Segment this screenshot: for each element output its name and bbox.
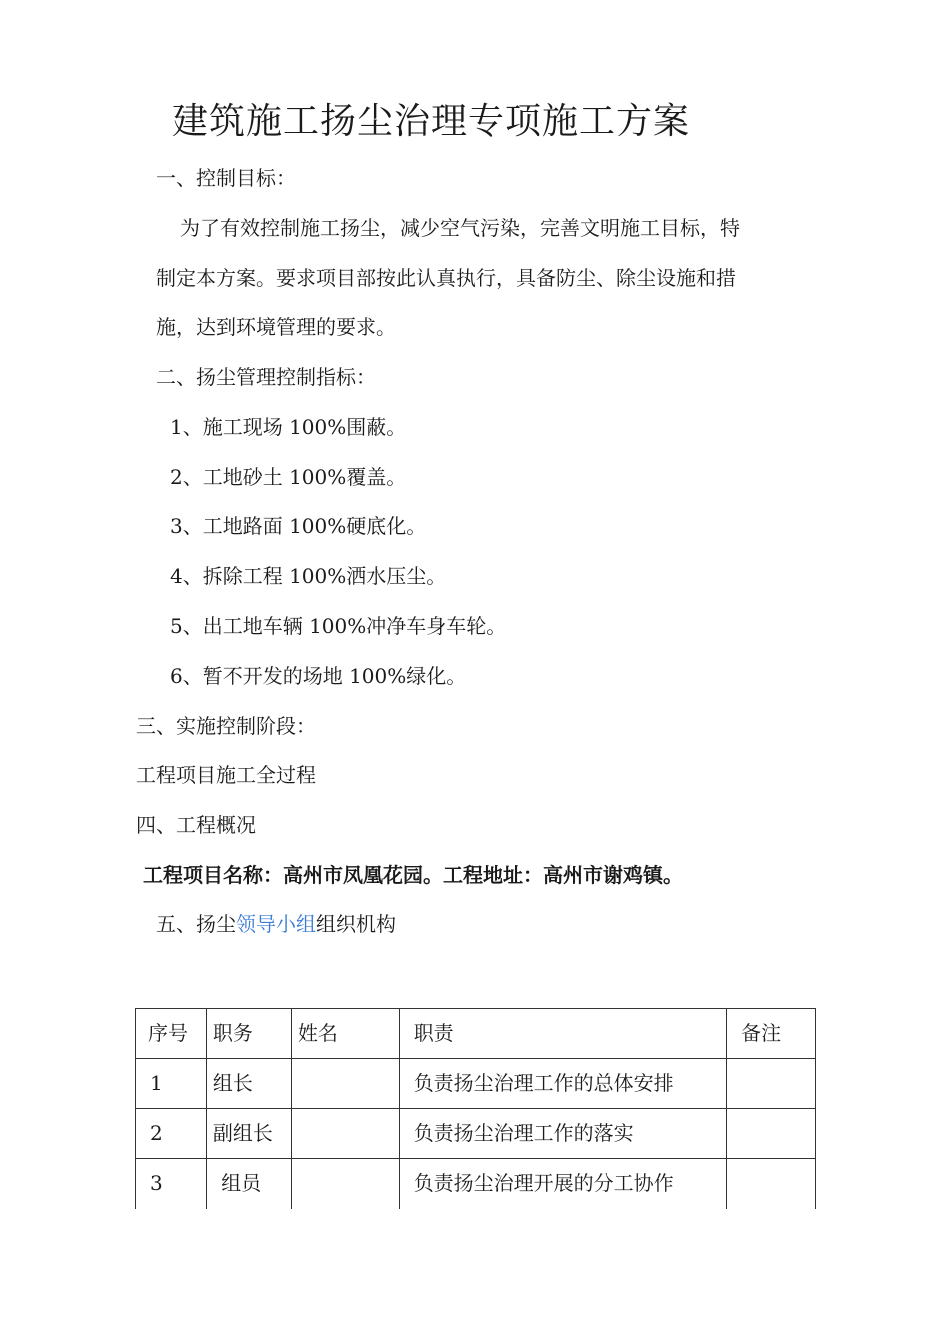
section1-para-line1: 为了有效控制施工扬尘，减少空气污染，完善文明施工目标，特: [180, 216, 740, 240]
indicator-item-2: 2、工地砂土 100%覆盖。: [170, 465, 407, 489]
section5-heading-prefix: 五、扬尘: [156, 912, 236, 936]
leader-group-link[interactable]: 领导小组: [236, 912, 316, 936]
table-row: [136, 1059, 816, 1109]
section3-heading: 三、实施控制阶段：: [136, 714, 316, 738]
header-position: 职务: [206, 1009, 291, 1059]
table-row: [136, 1159, 816, 1209]
cell-remark: [727, 1059, 816, 1109]
cell-name: [291, 1109, 399, 1159]
indicator-item-3: 3、工地路面 100%硬底化。: [170, 514, 427, 538]
project-info-line: 工程项目名称：高州市凤凰花园。工程地址：高州市谢鸡镇。: [143, 863, 683, 887]
cell-duty: 负责扬尘治理工作的总体安排: [399, 1059, 726, 1109]
section1-para-line2: 制定本方案。要求项目部按此认真执行，具备防尘、除尘设施和措: [156, 266, 736, 290]
cell-name: [291, 1059, 399, 1109]
cell-index: 2: [136, 1109, 207, 1159]
header-index: 序号: [136, 1009, 207, 1059]
section4-heading: 四、工程概况: [136, 813, 256, 837]
organization-table: [135, 1008, 816, 1209]
header-name: 姓名: [291, 1009, 399, 1059]
header-remark: 备注: [727, 1009, 816, 1059]
cell-position: 组长: [206, 1059, 291, 1109]
cell-duty: 负责扬尘治理工作的落实: [399, 1109, 726, 1159]
section2-heading: 二、扬尘管理控制指标：: [156, 365, 376, 389]
section1-heading: 一、控制目标：: [156, 166, 296, 190]
section5-heading-suffix: 组织机构: [316, 912, 396, 936]
cell-index: 3: [136, 1159, 207, 1209]
cell-index: 1: [136, 1059, 207, 1109]
cell-remark: [727, 1159, 816, 1209]
cell-position: 组员: [206, 1159, 291, 1209]
cell-name: [291, 1159, 399, 1209]
section3-text: 工程项目施工全过程: [136, 763, 316, 787]
header-duty: 职责: [399, 1009, 726, 1059]
table-row: [136, 1109, 816, 1159]
indicator-item-6: 6、暂不开发的场地 100%绿化。: [170, 664, 467, 688]
page-title: 建筑施工扬尘治理专项施工方案: [172, 101, 691, 142]
cell-remark: [727, 1109, 816, 1159]
indicator-item-5: 5、出工地车辆 100%冲净车身车轮。: [170, 614, 507, 638]
indicator-item-1: 1、施工现场 100%围蔽。: [170, 415, 407, 439]
table-header-row: [136, 1009, 816, 1059]
cell-position: 副组长: [206, 1109, 291, 1159]
section5-heading: [156, 914, 396, 934]
section1-para-line3: 施，达到环境管理的要求。: [156, 315, 396, 339]
indicator-item-4: 4、拆除工程 100%洒水压尘。: [170, 564, 447, 588]
cell-duty: 负责扬尘治理开展的分工协作: [399, 1159, 726, 1209]
